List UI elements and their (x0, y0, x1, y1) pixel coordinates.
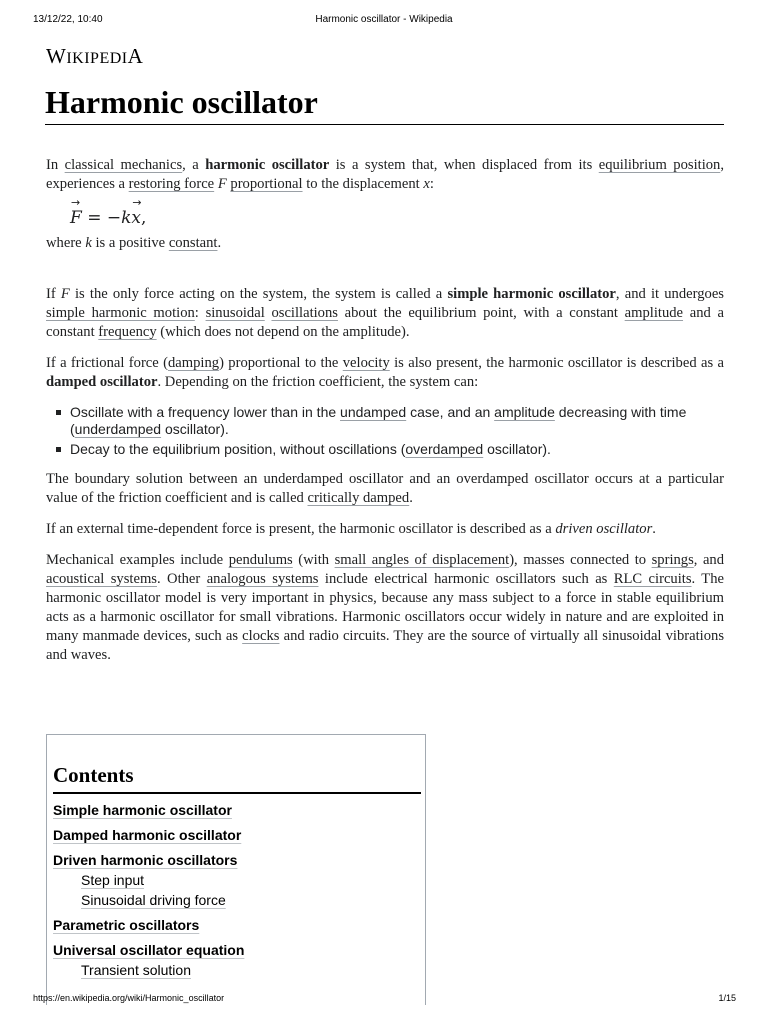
intro-text: , a (182, 157, 206, 173)
formula-comma: , (141, 208, 147, 228)
term-harmonic-oscillator: harmonic oscillator (205, 157, 330, 173)
formula-displacement-vector: x → (131, 208, 141, 228)
link-restoring-force[interactable]: restoring force (128, 176, 215, 192)
list-item (70, 441, 724, 458)
term-driven-oscillator: driven oscillator (555, 521, 653, 537)
link-springs[interactable]: springs (651, 552, 694, 568)
toc-item-universal-oscillator-equation[interactable] (53, 940, 425, 960)
wordmark-rest: IKIPEDI (66, 50, 128, 67)
toc-item-step-input[interactable] (53, 870, 425, 890)
item-text: case, and an (406, 404, 495, 420)
toc-divider (53, 792, 421, 794)
para-text: , and (693, 552, 725, 568)
item-text: oscillator). (161, 421, 229, 437)
toc-item-label: Damped harmonic oscillator (53, 827, 242, 843)
article-body (46, 156, 724, 677)
para-text: ), masses connected to (509, 552, 652, 568)
wordmark-first: W (46, 44, 67, 68)
para-text: , and it undergoes (615, 286, 724, 302)
link-constant[interactable]: constant (168, 235, 218, 251)
intro-paragraph (46, 156, 724, 194)
toc-item-simple-harmonic-oscillator[interactable] (53, 800, 425, 820)
var-f: F (60, 286, 70, 302)
para-text: ) proportional to the (219, 355, 343, 371)
link-amplitude[interactable]: amplitude (494, 404, 555, 420)
link-velocity[interactable]: velocity (342, 355, 390, 371)
link-equilibrium-position[interactable]: equilibrium position (598, 157, 721, 173)
toc-item-label: Step input (81, 872, 145, 888)
para-text: and a constant (46, 305, 724, 340)
intro-text: , experiences a (46, 157, 724, 192)
para-text: If an external time-dependent force is present, the harmonic oscillator is described as a (46, 521, 556, 537)
simple-oscillator-paragraph (46, 285, 724, 342)
para-text: . (409, 490, 413, 506)
para-text: about the equilibrium point, with a constant (337, 305, 625, 321)
link-damping[interactable]: damping (168, 355, 220, 371)
intro-text: : (429, 176, 434, 192)
toc-item-sinusoidal-driving-force[interactable] (53, 890, 425, 910)
toc-item-transient-solution[interactable] (53, 960, 425, 980)
link-pendulums[interactable]: pendulums (228, 552, 293, 568)
toc-list (53, 800, 425, 980)
link-amplitude[interactable]: amplitude (624, 305, 684, 321)
link-proportional[interactable]: proportional (230, 176, 303, 192)
intro-text: is a system that, when displaced from its (329, 157, 599, 173)
where-text: . (217, 235, 222, 251)
where-text: is a positive (91, 235, 169, 251)
para-text: is also present, the harmonic oscillator is described as a (389, 355, 724, 371)
wikipedia-wordmark[interactable] (46, 44, 143, 69)
toc-item-parametric-oscillators[interactable] (53, 915, 425, 935)
link-overdamped[interactable]: overdamped (405, 441, 484, 457)
link-analogous-systems[interactable]: analogous systems (206, 571, 319, 587)
driven-oscillator-paragraph (46, 520, 724, 539)
para-text: (with (292, 552, 335, 568)
para-text: is the only force acting on the system, the system is called a (69, 286, 448, 302)
para-text: If (46, 286, 61, 302)
link-underdamped[interactable]: underdamped (74, 421, 162, 437)
formula-k: k (121, 208, 132, 228)
term-damped-oscillator: damped oscillator (46, 374, 158, 390)
var-x: x (423, 176, 430, 192)
toc-item-label: Parametric oscillators (53, 917, 200, 933)
where-text: where (46, 235, 86, 251)
link-clocks[interactable]: clocks (242, 628, 280, 644)
toc-item-label: Sinusoidal driving force (81, 892, 226, 908)
para-text: Mechanical examples include (46, 552, 229, 568)
toc-item-label: Universal oscillator equation (53, 942, 245, 958)
para-text: The boundary solution between an underdamped oscillator and an overdamped oscillator occurs at a particular value of the friction coefficient and is called (46, 471, 724, 506)
link-critically-damped[interactable]: critically damped (307, 490, 410, 506)
formula-equals: = − (81, 208, 122, 228)
examples-paragraph (46, 551, 724, 665)
item-text: decreasing with time ( (70, 404, 687, 437)
print-page-title: Harmonic oscillator - Wikipedia (315, 14, 453, 25)
link-small-angles[interactable]: small angles of displacement (334, 552, 510, 568)
link-acoustical-systems[interactable]: acoustical systems (46, 571, 157, 587)
item-text: oscillator). (483, 441, 551, 457)
para-text: . The harmonic oscillator model is very important in physics, because any mass subject to a force in stable equilibrium acts as a harmonic oscillator for small vibrations. Harmonic oscillators occur widely in nature and are exploited in many manmade devices, such as (46, 571, 724, 644)
toc-item-label: Simple harmonic oscillator (53, 802, 232, 818)
toc-item-label: Transient solution (81, 962, 191, 978)
link-simple-harmonic-motion[interactable]: simple harmonic motion (46, 305, 195, 321)
damped-oscillator-paragraph (46, 354, 724, 392)
link-rlc-circuits[interactable]: RLC circuits (613, 571, 692, 587)
damping-cases-list (46, 404, 724, 458)
item-text: Oscillate with a frequency lower than in the (70, 404, 341, 420)
term-simple-harmonic-oscillator: simple harmonic oscillator (447, 286, 616, 302)
print-url: https://en.wikipedia.org/wiki/Harmonic_oscillator (33, 993, 225, 1003)
para-text: : (194, 305, 206, 321)
link-sinusoidal[interactable]: sinusoidal (205, 305, 265, 321)
list-item (70, 404, 724, 438)
title-divider (45, 124, 724, 125)
toc-item-damped-harmonic-oscillator[interactable] (53, 825, 425, 845)
link-undamped[interactable]: undamped (340, 404, 407, 420)
table-of-contents (46, 734, 426, 1005)
para-text: . Depending on the friction coefficient, the system can: (157, 374, 479, 390)
link-oscillations[interactable]: oscillations (271, 305, 338, 321)
link-frequency[interactable]: frequency (98, 324, 157, 340)
critical-damping-paragraph (46, 470, 724, 508)
toc-item-driven-harmonic-oscillators[interactable] (53, 850, 425, 870)
intro-text: to the displacement (302, 176, 424, 192)
where-paragraph (46, 234, 724, 253)
para-text: . Other (156, 571, 207, 587)
toc-item-label: Driven harmonic oscillators (53, 852, 238, 868)
para-text: If a frictional force ( (46, 355, 168, 371)
formula-force-vector: F → (70, 208, 82, 228)
para-text: (which does not depend on the amplitude). (156, 324, 410, 340)
link-classical-mechanics[interactable]: classical mechanics (64, 157, 183, 173)
toc-title: Contents (53, 763, 134, 787)
para-text: and radio circuits. They are the source of virtually all sinusoidal vibrations and waves. (46, 628, 724, 663)
var-f: F (217, 176, 227, 192)
para-text: include electrical harmonic oscillators such as (318, 571, 614, 587)
var-k: k (85, 235, 92, 251)
wordmark-last: A (127, 44, 144, 68)
print-page-number: 1/15 (718, 993, 736, 1003)
article-title: Harmonic oscillator (45, 84, 318, 120)
intro-text: In (46, 157, 65, 173)
print-datetime: 13/12/22, 10:40 (33, 14, 103, 25)
hookes-law-formula (70, 208, 724, 228)
para-text: . (652, 521, 656, 537)
item-text: Decay to the equilibrium position, without oscillations ( (70, 441, 406, 457)
